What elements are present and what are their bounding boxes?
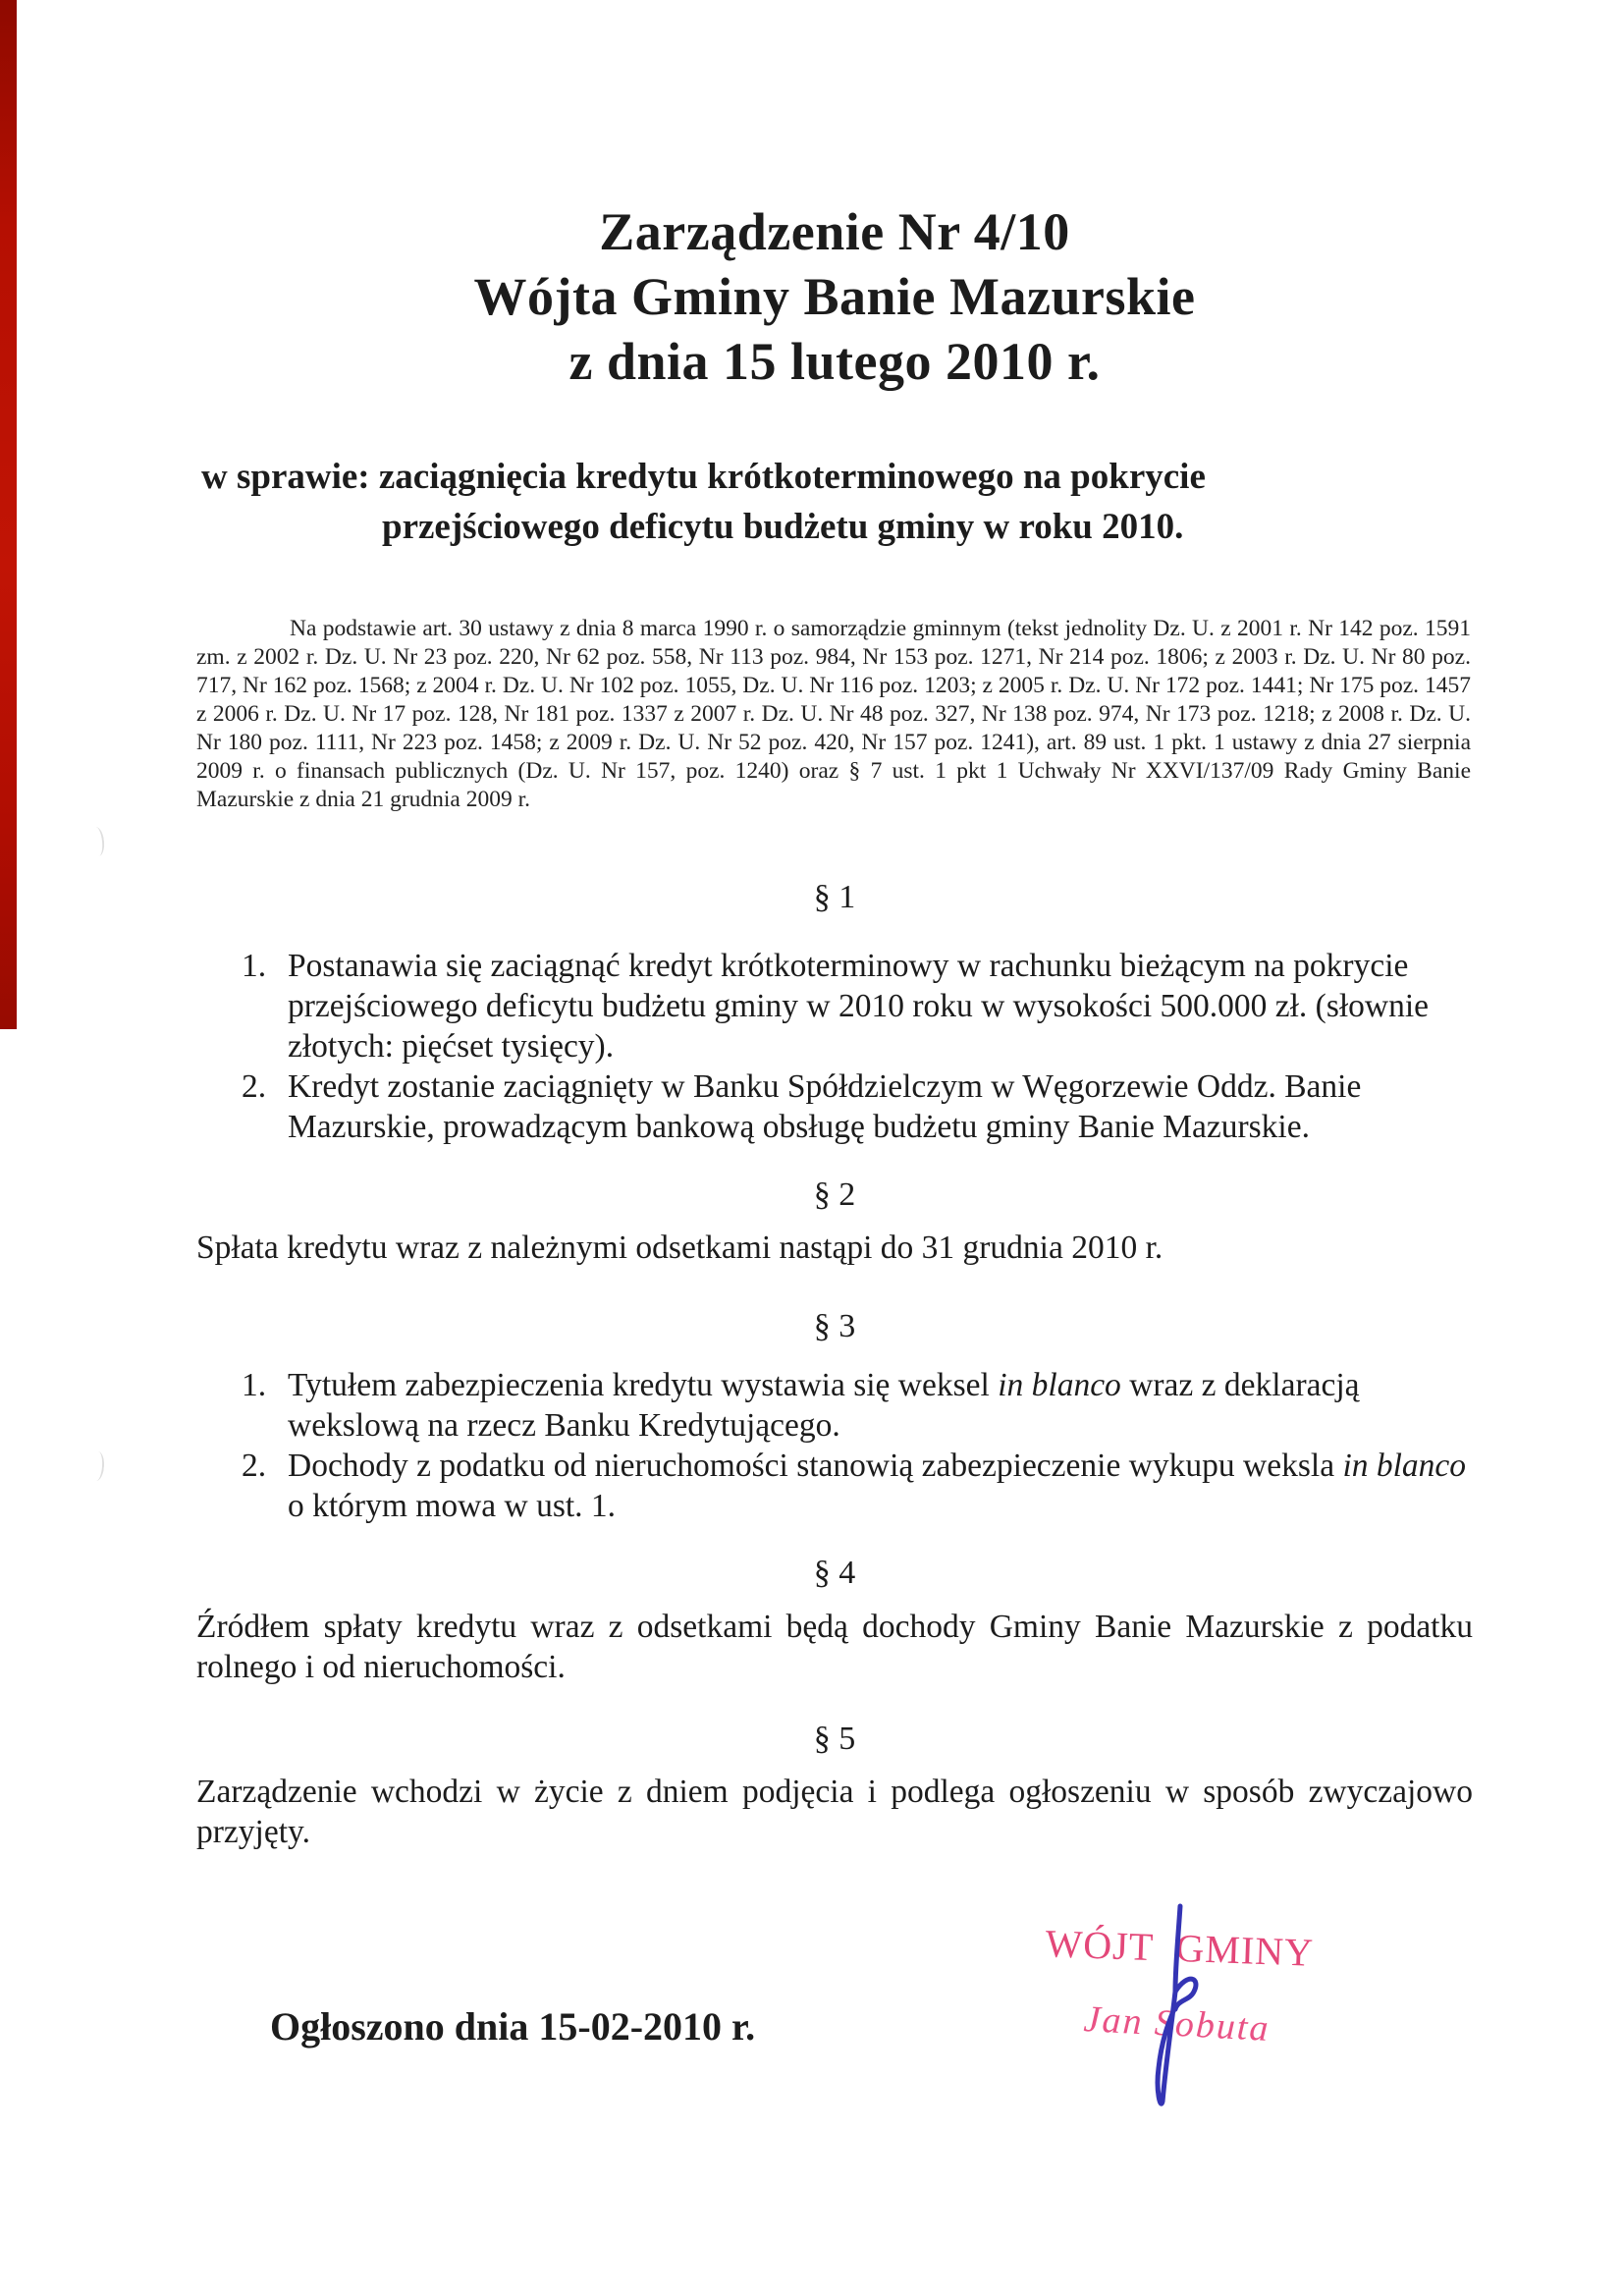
stamp-office-title: WÓJT GMINY: [1044, 1921, 1315, 1975]
announcement-date: Ogłoszono dnia 15-02-2010 r.: [270, 2004, 756, 2049]
list-item: [242, 1365, 1471, 1446]
list-item: [242, 946, 1471, 1066]
subject-clause: [201, 452, 1488, 552]
title-line-1: Zarządzenie Nr 4/10: [599, 202, 1070, 261]
list-item: [242, 1066, 1471, 1147]
section-5-paragraph: Zarządzenie wchodzi w życie z dniem podjęcia i podlega ogłoszeniu w sposób zwyczajowo przyjęty.: [196, 1774, 1473, 1850]
pen-signature: [1129, 1901, 1206, 2111]
subject-line-1: w sprawie: zaciągnięcia kredytu krótkoterminowego na pokrycie: [201, 457, 1206, 497]
text-run-italic: in blanco: [1342, 1448, 1467, 1484]
text-run: wraz z deklaracją wekslową na rzecz Banku Kredytującego.: [288, 1367, 1360, 1444]
scan-artifact-pencil-mark: [88, 826, 105, 856]
section-4-paragraph: Źródłem spłaty kredytu wraz z odsetkami będą dochody Gminy Banie Mazurskie z podatku rolnego i od nieruchomości.: [196, 1609, 1473, 1685]
scan-artifact-pencil-mark: [89, 1451, 105, 1482]
section-2-paragraph: Spłata kredytu wraz z należnymi odsetkami nastąpi do 31 grudnia 2010 r.: [196, 1230, 1163, 1266]
text-run: Dochody z podatku od nieruchomości stanowią zabezpieczenie wykupu weksla: [288, 1448, 1343, 1484]
text-run: o którym mowa w ust. 1.: [288, 1488, 617, 1524]
section-3-list: [242, 1365, 1471, 1526]
section-1-list: [242, 946, 1471, 1147]
list-item-number: 2.: [242, 1448, 267, 1484]
stamp-signer-name: Jan Sobuta: [1082, 1998, 1271, 2050]
title-line-2: Wójta Gminy Banie Mazurskie: [473, 267, 1196, 326]
list-item-text: [288, 1365, 1471, 1446]
list-item-number: 2.: [242, 1068, 267, 1105]
list-item-text: Postanawia się zaciągnąć kredyt krótkoterminowy w rachunku bieżącym na pokrycie przejściowego deficytu budżetu gminy w 2010 roku w wysokości 500.000 zł. (słownie złotych: pięćset tysięcy).: [288, 948, 1430, 1065]
section-1-heading: § 1: [813, 879, 856, 915]
scan-artifact-red-bar: [0, 0, 17, 1029]
list-item-text: Kredyt zostanie zaciągnięty w Banku Spółdzielczym w Węgorzewie Oddz. Banie Mazurskie, prowadzącym bankową obsługę budżetu gminy Banie Mazurskie.: [288, 1068, 1362, 1145]
legal-basis-paragraph: Na podstawie art. 30 ustawy z dnia 8 marca 1990 r. o samorządzie gminnym (tekst jednolity Dz. U. z 2001 r. Nr 142 poz. 1591 zm. z 2002 r. Dz. U. Nr 23 poz. 220, Nr 62 poz. 558, Nr 113 poz. 984, Nr 153 poz. 1271, Nr 214 poz. 1806; z 2003 r. Dz. U. Nr 80 poz. 717, Nr 162 poz. 1568; z 2004 r. Dz. U. Nr 102 poz. 1055, Dz. U. Nr 116 poz. 1203; z 2005 r. Dz. U. Nr 172 poz. 1441; Nr 175 poz. 1457 z 2006 r. Dz. U. Nr 17 poz. 128, Nr 181 poz. 1337 z 2007 r. Dz. U. Nr 48 poz. 327, Nr 138 poz. 974, Nr 173 poz. 1218; z 2008 r. Dz. U. Nr 180 poz. 1111, Nr 223 poz. 1458; z 2009 r. Dz. U. Nr 52 poz. 420, Nr 157 poz. 1241), art. 89 ust. 1 pkt. 1 ustawy z dnia 27 sierpnia 2009 r. o finansach publicznych (Dz. U. Nr 157, poz. 1240) oraz § 7 ust. 1 pkt 1 Uchwały Nr XXVI/137/09 Rady Gminy Banie Mazurskie z dnia 21 grudnia 2009 r.: [196, 615, 1471, 812]
section-2-heading: § 2: [813, 1176, 856, 1213]
list-item-text: [288, 1446, 1471, 1526]
section-4-heading: § 4: [813, 1555, 856, 1591]
subject-line-2: przejściowego deficytu budżetu gminy w roku 2010.: [382, 507, 1184, 547]
list-item: [242, 1446, 1471, 1526]
section-3-heading: § 3: [813, 1308, 856, 1344]
title-line-3: z dnia 15 lutego 2010 r.: [568, 332, 1101, 391]
list-item-number: 1.: [242, 948, 267, 984]
text-run: Tytułem zabezpieczenia kredytu wystawia się weksel: [288, 1367, 999, 1403]
document-title: [196, 199, 1473, 394]
section-5-heading: § 5: [813, 1721, 856, 1757]
text-run-italic: in blanco: [998, 1367, 1121, 1403]
list-item-number: 1.: [242, 1367, 267, 1403]
